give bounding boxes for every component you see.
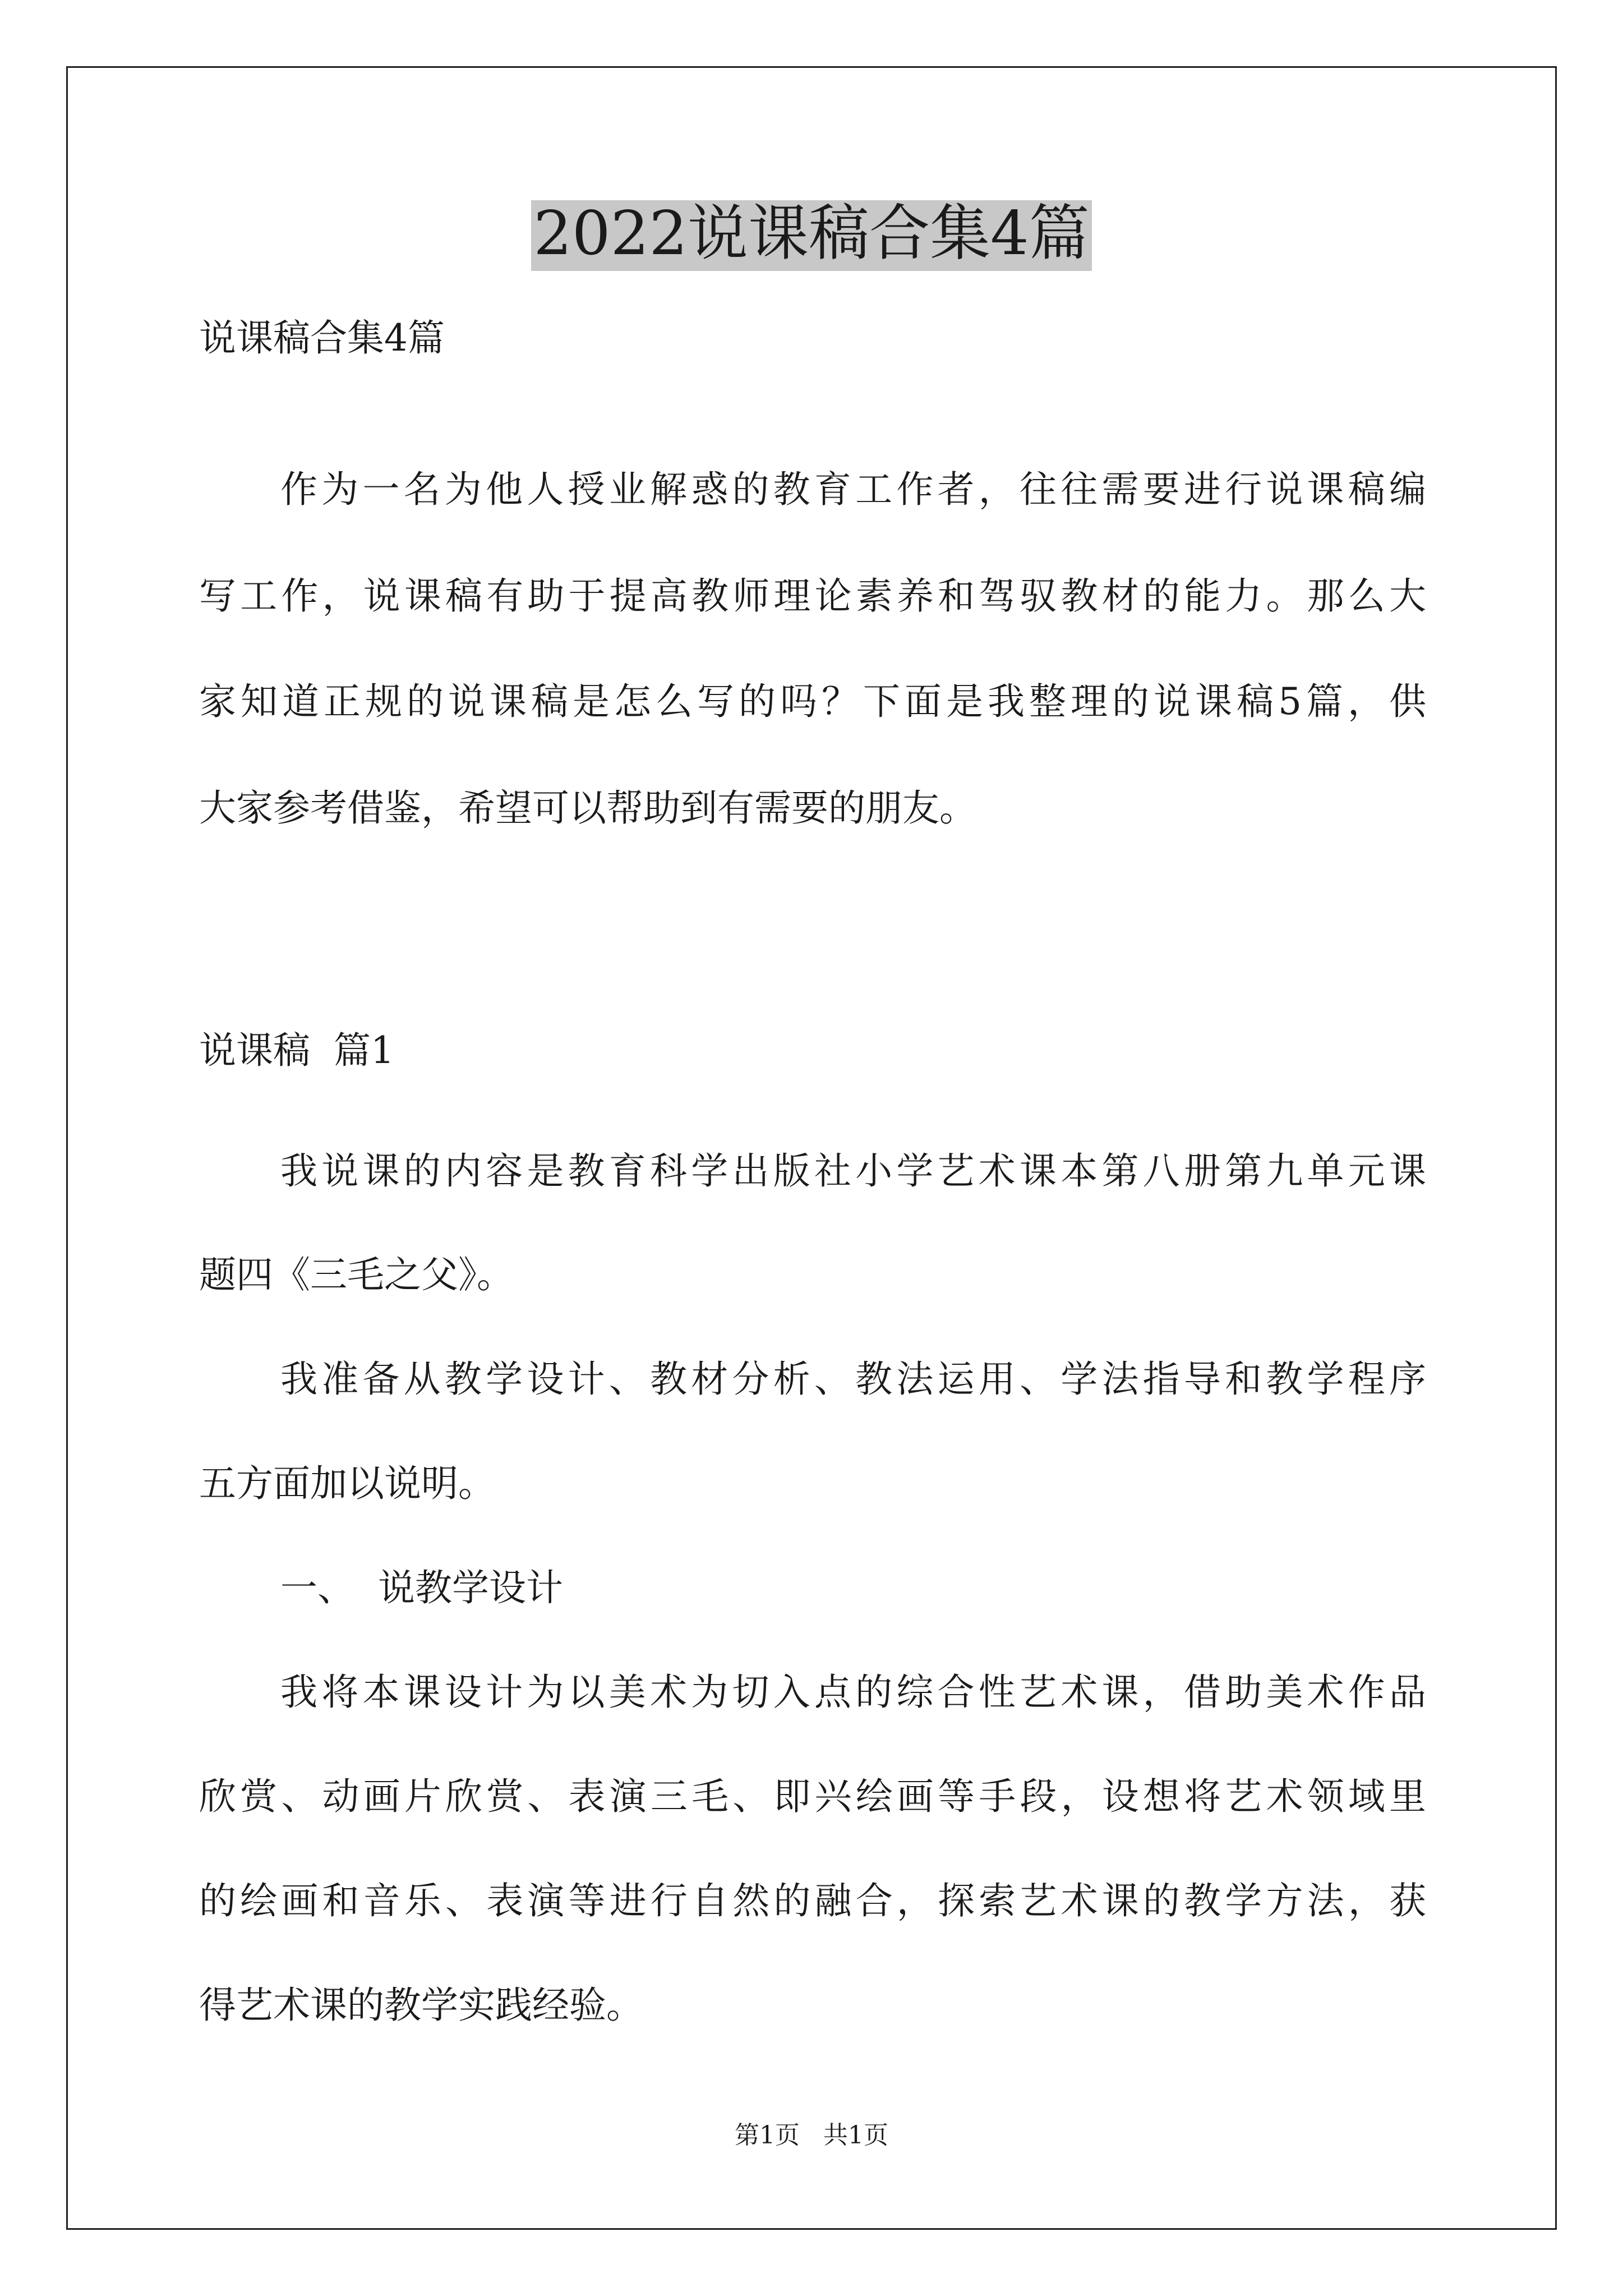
paragraph1-line-1: 我说课的内容是教育科学出版社小学艺术课本第八册第九单元课 [280, 1149, 1426, 1193]
paragraph3-line-2: 欣赏、动画片欣赏、表演三毛、即兴绘画等手段，设想将艺术领域里 [199, 1775, 1426, 1818]
paragraph3-line-3: 的绘画和音乐、表演等进行自然的融合，探索艺术课的教学方法，获 [199, 1879, 1426, 1922]
paragraph1-line-2: 题四《三毛之父》。 [199, 1253, 514, 1296]
document-subtitle: 说课稿合集4篇 [199, 316, 445, 360]
intro-line-4: 大家参考借鉴，希望可以帮助到有需要的朋友。 [199, 786, 976, 830]
document-title-text: 2022说课稿合集4篇 [531, 200, 1092, 271]
paragraph2-line-2: 五方面加以说明。 [199, 1462, 495, 1505]
paragraph3-line-4: 得艺术课的教学实践经验。 [199, 1984, 643, 2027]
document-title [0, 200, 1623, 271]
paragraph3-line-1: 我将本课设计为以美术为切入点的综合性艺术课，借助美术作品 [280, 1671, 1426, 1714]
paragraph2-line-1: 我准备从教学设计、教材分析、教法运用、学法指导和教学程序 [280, 1358, 1426, 1401]
subheading: 一、 说教学设计 [280, 1566, 563, 1609]
page-footer: 第1页 共1页 [735, 2121, 888, 2150]
section-heading: 说课稿 篇1 [199, 1029, 394, 1072]
intro-line-2: 写工作，说课稿有助于提高教师理论素养和驾驭教材的能力。那么大 [199, 574, 1426, 618]
intro-line-1: 作为一名为他人授业解惑的教育工作者，往往需要进行说课稿编 [280, 468, 1426, 511]
intro-line-3: 家知道正规的说课稿是怎么写的吗？下面是我整理的说课稿5篇，供 [199, 680, 1426, 723]
